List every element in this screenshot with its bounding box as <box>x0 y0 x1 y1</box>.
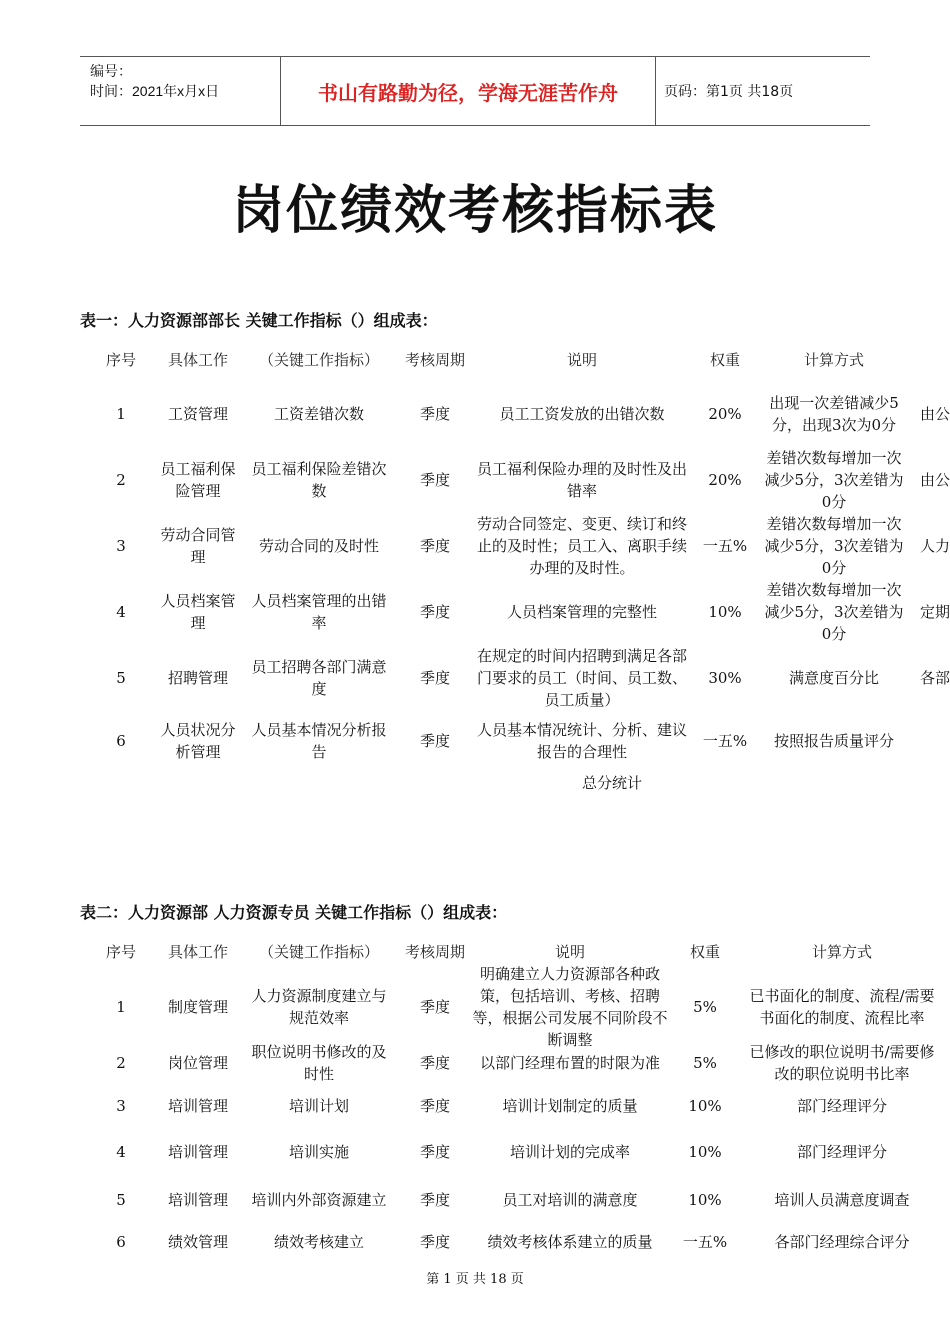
table2-row-1-cell: 5% <box>693 998 717 1016</box>
table1-row-6-cell: 按照报告质量评分 <box>773 732 894 750</box>
table1-row-3-cell: 差错次数每增加一次减少5分，3次差错为0分 <box>764 515 904 577</box>
table1-header-cell: 具体工作 <box>167 351 228 369</box>
table2-row-6-cell: 绩效考核建立 <box>273 1233 364 1251</box>
table2-row-2-cell: 职位说明书修改的及时性 <box>251 1043 387 1083</box>
table1-row-2-cell: 由公 <box>920 471 950 489</box>
table2-row-5-cell: 员工对培训的满意度 <box>502 1191 638 1209</box>
table2-row-3-cell: 部门经理评分 <box>796 1097 887 1115</box>
table2-header-cell: 考核周期 <box>404 943 465 961</box>
table1-row-5-cell: 各部 <box>920 669 950 687</box>
table2-row-1-cell: 季度 <box>419 998 450 1016</box>
table1-row-3-cell: 人力 <box>920 537 950 555</box>
table1-row-3-cell: 季度 <box>419 537 450 555</box>
table2-row-3-cell: 培训计划制定的质量 <box>502 1097 638 1115</box>
table1-header-cell: 序号 <box>105 351 136 369</box>
table1-row-2-cell: 员工福利保险管理 <box>160 460 236 500</box>
table1-header-cell: 权重 <box>709 351 740 369</box>
table1-row-1-cell: 工资管理 <box>167 405 228 423</box>
table2-row-1-cell: 人力资源制度建立与规范效率 <box>251 987 387 1027</box>
table2-row-3-cell: 10% <box>688 1097 722 1115</box>
table2-row-1-cell: 1 <box>116 998 126 1016</box>
table1-title: 表一：人力资源部部长 关键工作指标（）组成表： <box>80 311 438 330</box>
table2-row-5-cell: 培训人员满意度调查 <box>774 1191 910 1209</box>
table1-row-2-cell: 差错次数每增加一次减少5分，3次差错为0分 <box>764 449 904 511</box>
table1-row-2-cell: 20% <box>708 471 742 489</box>
table1-row-3-cell: 一五% <box>702 537 748 555</box>
table1-row-1-cell: 出现一次差错减少5分，出现3次为0分 <box>769 394 899 434</box>
table1-row-5-cell: 在规定的时间内招聘到满足各部门要求的员工（时间、员工数、员工质量） <box>476 647 687 709</box>
table2-row-5-cell: 10% <box>688 1191 722 1209</box>
table1-row-6-cell: 人员状况分析管理 <box>160 721 236 761</box>
table2-row-4-cell: 季度 <box>419 1143 450 1161</box>
table1-row-6-cell: 人员基本情况统计、分析、建议报告的合理性 <box>476 721 687 761</box>
table2-row-5-cell: 季度 <box>419 1191 450 1209</box>
table2-row-5-cell: 5 <box>116 1191 126 1209</box>
header-meta <box>90 61 219 101</box>
table1-total-label: 总分统计 <box>581 774 642 792</box>
table1-row-2-cell: 员工福利保险差错次数 <box>251 460 387 500</box>
page-footer: 第 1 页 共 18 页 <box>426 1272 524 1287</box>
table1-row-3-cell: 劳动合同签定、变更、续订和终止的及时性；员工入、离职手续办理的及时性。 <box>476 515 687 577</box>
table2-row-2-cell: 已修改的职位说明书/需要修改的职位说明书比率 <box>749 1043 935 1083</box>
table2-header-cell: 权重 <box>689 943 720 961</box>
table1-header-cell: 考核周期 <box>404 351 465 369</box>
table1-header-cell: （关键工作指标） <box>258 351 379 369</box>
document-number: 编号： <box>90 63 132 79</box>
table2-row-4-cell: 培训计划的完成率 <box>509 1143 630 1161</box>
table1-row-4-cell: 10% <box>708 603 742 621</box>
table2-header-cell: 具体工作 <box>167 943 228 961</box>
table2-row-4-cell: 10% <box>688 1143 722 1161</box>
table2-row-1-cell: 已书面化的制度、流程/需要书面化的制度、流程比率 <box>749 987 935 1027</box>
table1-row-6-cell: 季度 <box>419 732 450 750</box>
table2-row-4-cell: 部门经理评分 <box>796 1143 887 1161</box>
table1-row-1-cell: 1 <box>116 405 126 423</box>
table2-row-2-cell: 岗位管理 <box>167 1054 228 1072</box>
table1-header-cell: 说明 <box>566 351 597 369</box>
header-motto: 书山有路勤为径，学海无涯苦作舟 <box>280 57 656 125</box>
table1-row-4-cell: 季度 <box>419 603 450 621</box>
table1-row-5-cell: 满意度百分比 <box>788 669 879 687</box>
table2-row-3-cell: 3 <box>116 1097 126 1115</box>
table1-row-1-cell: 由公 <box>920 405 950 423</box>
table1-row-2-cell: 季度 <box>419 471 450 489</box>
table2-header-cell: 序号 <box>105 943 136 961</box>
document-title: 岗位绩效考核指标表 <box>231 181 718 241</box>
table1-row-3-cell: 劳动合同管理 <box>160 526 236 566</box>
table2-row-4-cell: 培训实施 <box>288 1143 349 1161</box>
table1-row-1-cell: 工资差错次数 <box>273 405 364 423</box>
table2-row-5-cell: 培训管理 <box>167 1191 228 1209</box>
table2-row-2-cell: 季度 <box>419 1054 450 1072</box>
table1-row-5-cell: 员工招聘各部门满意度 <box>251 658 387 698</box>
table1-row-5-cell: 30% <box>708 669 742 687</box>
table1-row-4-cell: 差错次数每增加一次减少5分，3次差错为0分 <box>764 581 904 643</box>
table2-header-cell: 说明 <box>554 943 585 961</box>
table2-header-cell: （关键工作指标） <box>258 943 379 961</box>
table2-row-3-cell: 季度 <box>419 1097 450 1115</box>
table2-row-6-cell: 6 <box>116 1233 126 1251</box>
table2-row-2-cell: 2 <box>116 1054 126 1072</box>
table2-row-2-cell: 5% <box>693 1054 717 1072</box>
table2-row-5-cell: 培训内外部资源建立 <box>251 1191 387 1209</box>
table2-row-3-cell: 培训管理 <box>167 1097 228 1115</box>
table2-row-6-cell: 绩效考核体系建立的质量 <box>487 1233 653 1251</box>
table1-header-cell: 计算方式 <box>803 351 864 369</box>
table1-row-6-cell: 一五% <box>702 732 748 750</box>
table1-row-3-cell: 劳动合同的及时性 <box>258 537 379 555</box>
table2-row-6-cell: 季度 <box>419 1233 450 1251</box>
table2-row-1-cell: 制度管理 <box>167 998 228 1016</box>
table1-row-3-cell: 3 <box>116 537 126 555</box>
table1-row-6-cell <box>920 710 950 772</box>
table2-row-6-cell: 各部门经理综合评分 <box>774 1233 910 1251</box>
table1-row-2-cell: 2 <box>116 471 126 489</box>
page-header <box>80 56 870 126</box>
table2-row-4-cell: 培训管理 <box>167 1143 228 1161</box>
table1-row-4-cell: 定期 <box>920 603 950 621</box>
table1-row-5-cell: 5 <box>116 669 126 687</box>
document-time: 时间：2021年x月x日 <box>90 83 220 99</box>
table1-row-4-cell: 人员档案管理的出错率 <box>251 592 387 632</box>
table2-title: 表二：人力资源部 人力资源专员 关键工作指标（）组成表： <box>80 903 508 922</box>
table2-row-4-cell: 4 <box>116 1143 126 1161</box>
table1-row-1-cell: 20% <box>708 405 742 423</box>
table1-row-5-cell: 招聘管理 <box>167 669 228 687</box>
table1-row-5-cell: 季度 <box>419 669 450 687</box>
table1-row-4-cell: 人员档案管理 <box>160 592 236 632</box>
table2-row-3-cell: 培训计划 <box>288 1097 349 1115</box>
table1-row-6-cell: 人员基本情况分析报告 <box>251 721 387 761</box>
table1-row-4-cell: 人员档案管理的完整性 <box>506 603 657 621</box>
table2-row-1-cell: 明确建立人力资源部各种政策，包括培训、考核、招聘等，根据公司发展不同阶段不断调整 <box>472 965 668 1049</box>
header-page-info: 页码：第1页 共18页 <box>664 84 794 100</box>
table1-row-4-cell: 4 <box>116 603 126 621</box>
table2-row-6-cell: 绩效管理 <box>167 1233 228 1251</box>
table2-header-cell: 计算方式 <box>811 943 872 961</box>
table1-row-1-cell: 员工工资发放的出错次数 <box>499 405 665 423</box>
table1-row-6-cell: 6 <box>116 732 126 750</box>
table2-row-2-cell: 以部门经理布置的时限为准 <box>479 1054 660 1072</box>
table1-row-2-cell: 员工福利保险办理的及时性及出错率 <box>476 460 687 500</box>
table2-row-6-cell: 一五% <box>682 1233 728 1251</box>
table1-row-1-cell: 季度 <box>419 405 450 423</box>
